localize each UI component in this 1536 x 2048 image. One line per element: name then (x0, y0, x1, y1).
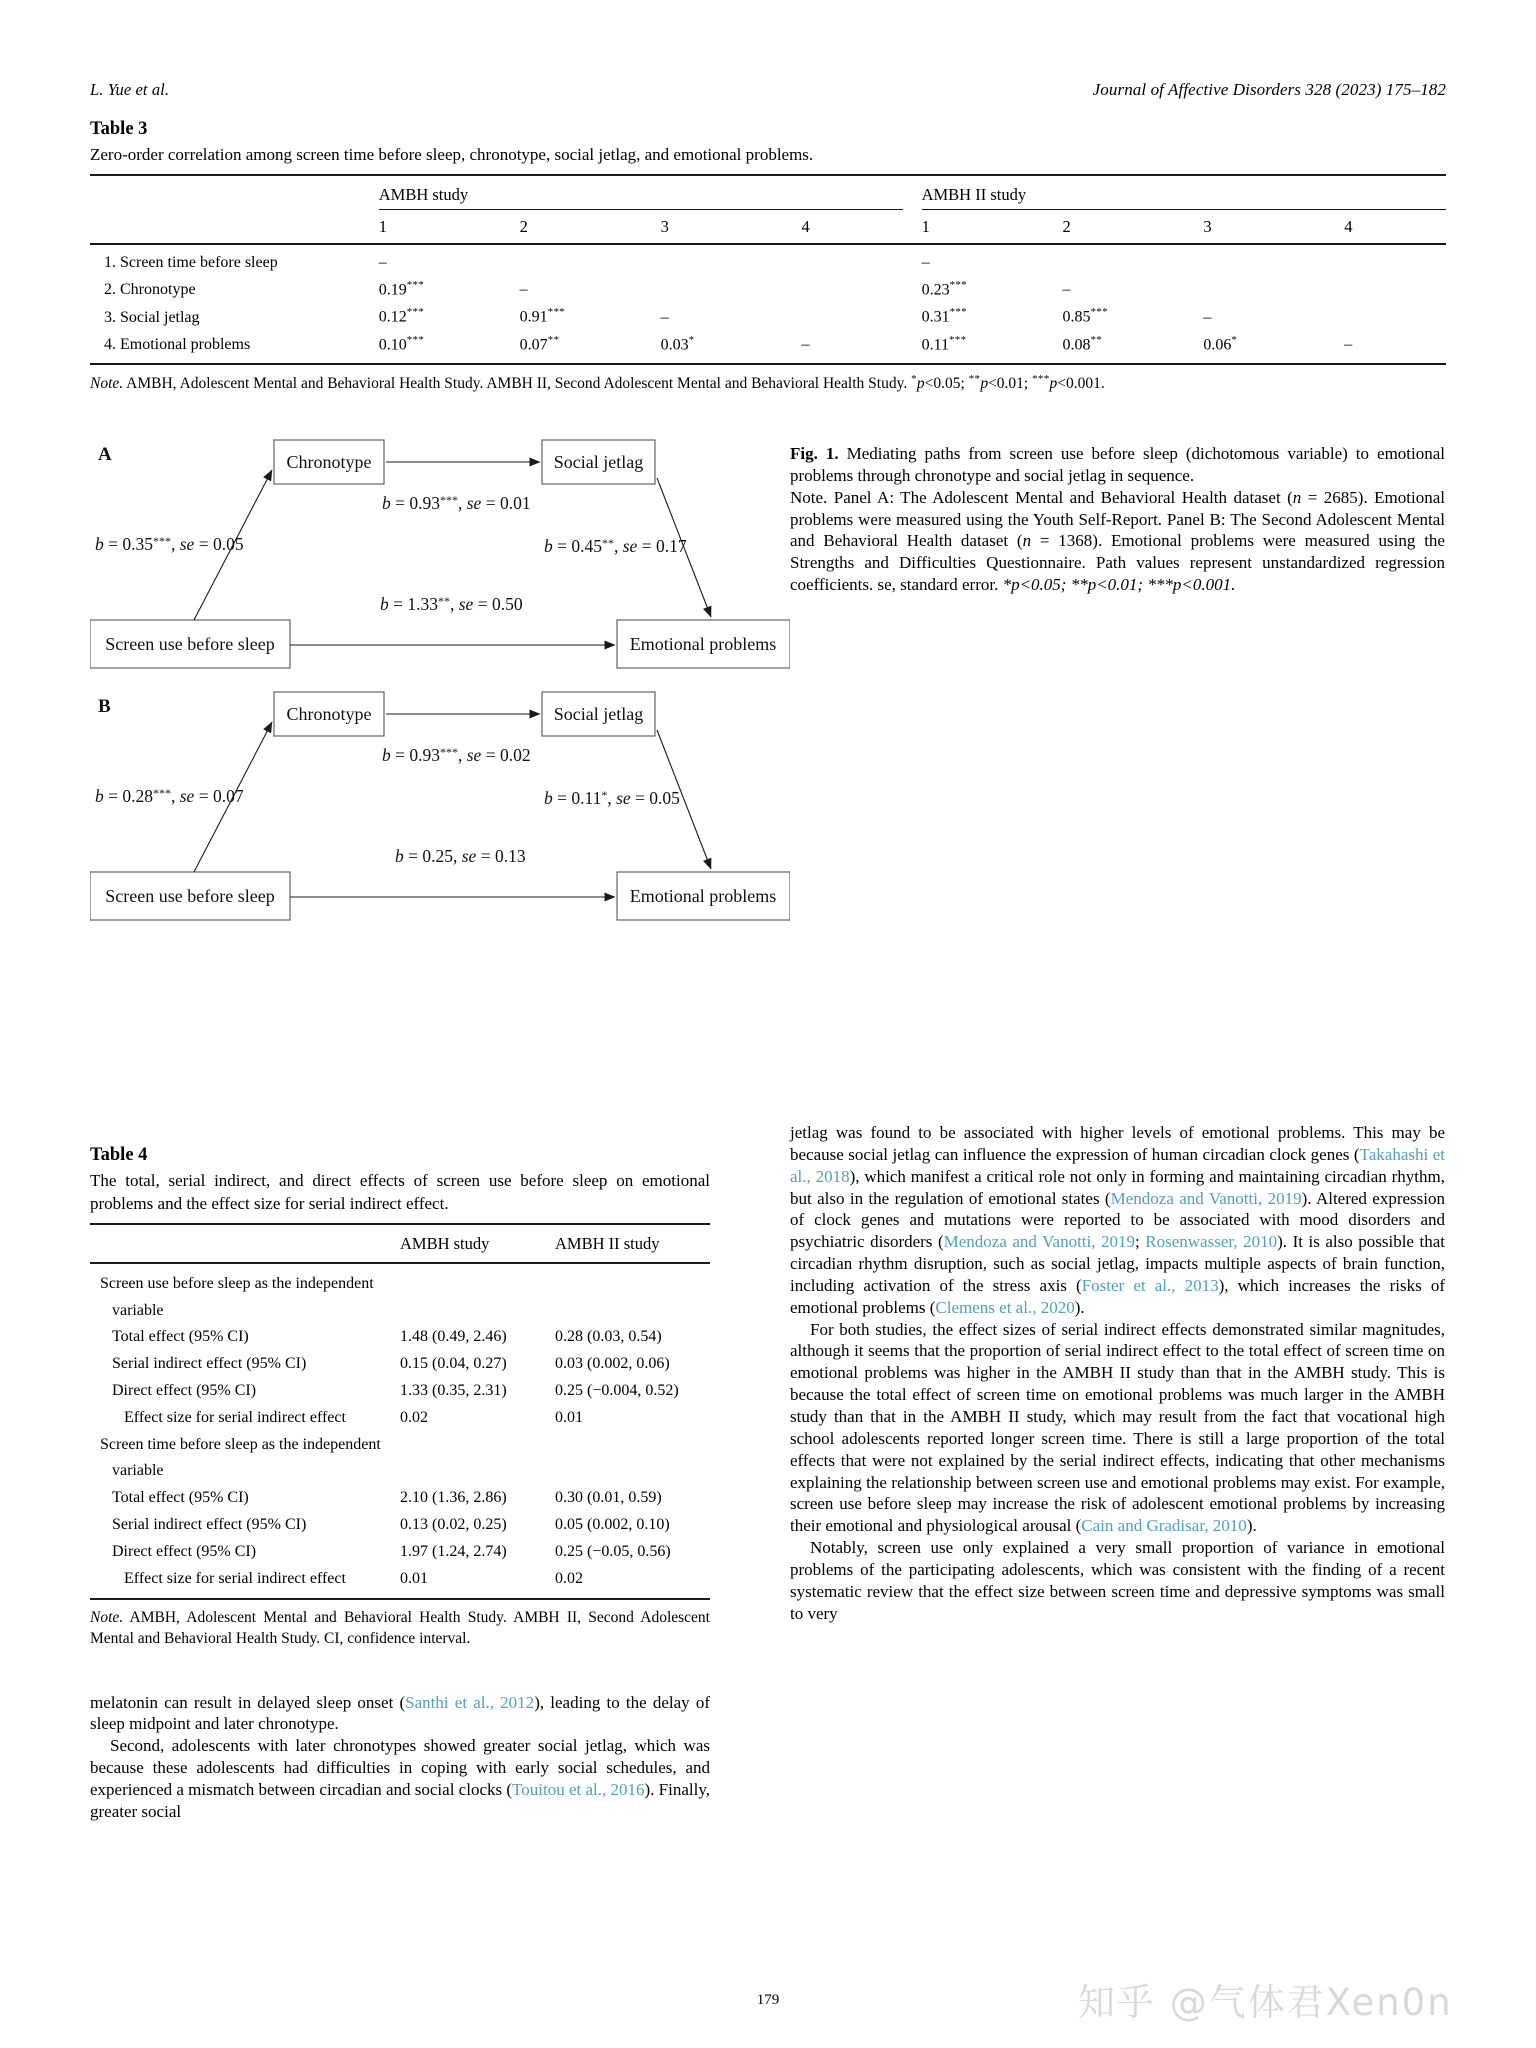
table3-group-spacer (90, 175, 379, 210)
table3-cell-a2: – (519, 281, 528, 299)
table-row (90, 303, 1446, 330)
table3-note (90, 365, 1446, 395)
table-row (90, 1485, 710, 1512)
table3-group-gap (903, 175, 921, 210)
watermark: 知乎 @气体君Xen0n (1078, 1981, 1453, 2024)
table-row (90, 1351, 710, 1378)
table3-cell-b2: 0.85*** (1062, 306, 1108, 326)
table4-row-label: Total effect (95% CI) (112, 1489, 249, 1507)
running-head-authors: L. Yue et al. (90, 80, 170, 99)
table4-row-label: Serial indirect effect (95% CI) (112, 1516, 307, 1534)
table3-group-ambh2: AMBH II study (921, 184, 1027, 204)
table3-cell-b2 (1062, 244, 1203, 276)
table4-cell-ambh (400, 1458, 555, 1485)
svg-text:Chronotype: Chronotype (286, 452, 372, 472)
table4-cell-ambh (400, 1298, 555, 1325)
right-p1-text-a: jetlag was found to be associated with higher levels of emotional problems. This may be because social jetlag can influence the expression of human circadian clock genes ( (790, 1123, 1445, 1164)
table-row (90, 1458, 710, 1485)
table3-row-label: 2. Chronotype (104, 281, 196, 299)
figure1-caption-n1-val: = 2685). Emotional problems were measured using the Youth Self-Report. Panel B: The Second Adolescent Mental and Behavioral Health dataset ( (790, 487, 1445, 551)
left-p2-text-b: ). Finally, greater social (90, 1779, 710, 1821)
table4-note-body: AMBH, Adolescent Mental and Behavioral Health Study. AMBH II, Second Adolescent Mental and Behavioral Health Study. CI, confidence interval. (90, 1609, 710, 1648)
table4 (90, 1223, 710, 1601)
svg-text:Emotional problems: Emotional problems (629, 634, 777, 654)
right-p2-text-b: ). (1246, 1516, 1257, 1536)
table4-row-label: Serial indirect effect (95% CI) (112, 1355, 307, 1373)
table-row (90, 1512, 710, 1539)
right-paragraph-1 (790, 1122, 1445, 1319)
table3-cell-a3: 0.03* (660, 333, 695, 353)
table4-cell-ambh2: 0.28 (0.03, 0.54) (555, 1328, 662, 1346)
table3-cell-gap (903, 244, 921, 276)
table3-group-ambh: AMBH study (378, 184, 469, 204)
right-p1-text-b: ), which manifest a critical role not only in forming and maintaining circadian rhythm, but also in the regulation of emotional states ( (790, 1166, 1445, 1208)
svg-text:B: B (98, 696, 111, 717)
citation-mendoza-vanotti-2019-b[interactable]: Mendoza and Vanotti, 2019 (943, 1232, 1136, 1252)
table4-cell-ambh2 (555, 1263, 710, 1298)
table3-cell-b1: – (921, 253, 930, 271)
table4-cell-ambh: 0.02 (400, 1408, 428, 1426)
table3-cell-b3 (1203, 275, 1344, 302)
table3-cell-gap (903, 330, 921, 364)
table4-cell-ambh2 (555, 1432, 710, 1459)
right-p1-text-d: ; (1135, 1232, 1146, 1252)
table3-cell-b4 (1344, 303, 1446, 330)
table4-cell-ambh2: 0.25 (−0.05, 0.56) (555, 1542, 671, 1560)
right-paragraph-2 (790, 1319, 1445, 1537)
table4-cell-ambh2: 0.01 (555, 1408, 583, 1426)
table3-cell-a3 (661, 275, 802, 302)
table4-colhead-ambh: AMBH study (400, 1233, 490, 1253)
table4-row-label: variable (112, 1301, 164, 1319)
table-row (90, 1566, 710, 1600)
table3-cell-b1: 0.11*** (921, 333, 967, 353)
table-row (90, 244, 1446, 276)
table3-row-label: 1. Screen time before sleep (104, 253, 278, 271)
table4-cell-ambh: 0.13 (0.02, 0.25) (400, 1516, 507, 1534)
svg-text:b = 0.25, se = 0.13: b = 0.25, se = 0.13 (395, 846, 526, 866)
svg-text:b = 0.11*, se = 0.05: b = 0.11*, se = 0.05 (544, 788, 680, 808)
table4-cell-ambh: 1.97 (1.24, 2.74) (400, 1542, 507, 1560)
left-p1-text-a: melatonin can result in delayed sleep onset ( (90, 1692, 406, 1712)
table3-row-label: 3. Social jetlag (104, 308, 200, 326)
table4-row-label: Total effect (95% CI) (112, 1328, 249, 1346)
right-paragraph-3: Notably, screen use only explained a very small proportion of variance in emotional problems of the participating adolescents, which was consistent with the finding of a recent systematic review that the effect size between screen time and depressive symptoms was small to very (790, 1538, 1445, 1623)
table4-cell-ambh2: 0.05 (0.002, 0.10) (555, 1516, 670, 1534)
svg-text:b = 1.33**, se = 0.50: b = 1.33**, se = 0.50 (380, 594, 523, 614)
table4-note-prefix: Note. (90, 1609, 124, 1627)
figure1-caption-significance: *p<0.05; **p<0.01; ***p<0.001. (1002, 575, 1236, 595)
citation-cain-gradisar-2010[interactable]: Cain and Gradisar, 2010 (1081, 1516, 1247, 1536)
table4-row-label: Screen time before sleep as the independent (100, 1435, 381, 1453)
table3-cell-a3: – (660, 308, 669, 326)
table-row (90, 1324, 710, 1351)
table3-block (90, 117, 1446, 395)
svg-text:b = 0.45**, se = 0.17: b = 0.45**, se = 0.17 (544, 536, 687, 556)
svg-text:A: A (98, 444, 112, 465)
table3-cell-a2: 0.07** (519, 333, 560, 353)
table3-label: Table 3 (90, 119, 148, 139)
right-p1-text-f: ), which increases the risks of emotional problems ( (790, 1275, 1445, 1317)
table3-body (90, 244, 1446, 364)
table3-cell-b4 (1344, 244, 1446, 276)
table3-cell-a3 (661, 244, 802, 276)
table3-cell-gap (903, 275, 921, 302)
table3-note-body: AMBH, Adolescent Mental and Behavioral Health Study. AMBH II, Second Adolescent Mental and Behavioral Health Study. (123, 375, 912, 393)
table4-row-label: Direct effect (95% CI) (112, 1382, 257, 1400)
table3-colhead-a4: 4 (801, 216, 810, 236)
left-p2-text-a: Second, adolescents with later chronotypes showed greater social jetlag, which was because these adolescents had difficulties in coping with early social schedules, and experienced a mismatch between circadian and social clocks ( (90, 1736, 710, 1799)
table4-cell-ambh (400, 1263, 555, 1298)
figure1-svg (90, 430, 790, 1070)
figure1-caption-n1-var: n (1292, 487, 1302, 507)
figure1-caption-note-start: Note. Panel A: The Adolescent Mental and Behavioral Health dataset ( (790, 487, 1293, 507)
table3-cell-b1: 0.23*** (921, 278, 967, 299)
figure1-caption (790, 443, 1445, 596)
svg-text:Chronotype: Chronotype (286, 704, 372, 724)
svg-text:Screen use before sleep: Screen use before sleep (105, 886, 275, 906)
table4-row-label: Direct effect (95% CI) (112, 1542, 257, 1560)
svg-text:Social jetlag: Social jetlag (553, 704, 644, 724)
table4-cell-ambh2 (555, 1298, 710, 1325)
table4-cell-ambh2 (555, 1458, 710, 1485)
table3-cell-b3 (1203, 244, 1344, 276)
table4-cell-ambh: 1.33 (0.35, 2.31) (400, 1382, 507, 1400)
table4-cell-ambh: 0.15 (0.04, 0.27) (400, 1355, 507, 1373)
table3 (90, 174, 1446, 365)
citation-foster-2013[interactable]: Foster et al., 2013 (1081, 1275, 1219, 1295)
table4-colhead-ambh2: AMBH II study (555, 1233, 660, 1253)
table3-colhead-b3: 3 (1203, 216, 1212, 236)
table3-cell-a2 (520, 244, 661, 276)
table3-cell-b3: 0.06* (1203, 333, 1238, 353)
table3-cell-a4: – (801, 335, 810, 353)
citation-santhi-2012[interactable]: Santhi et al., 2012 (405, 1692, 535, 1712)
table-row (90, 275, 1446, 302)
right-p2-text: For both studies, the effect sizes of serial indirect effects demonstrated similar magnitudes, although it seems that the proportion of serial indirect effect to the total effect of screen time on emotional problems was higher in the AMBH II study than that in the AMBH study. This is because the total effect of screen time on emotional problems was much larger in the AMBH study than that in the AMBH II study, which may result from the fact that vocational high school adolescents reported longer screen time. There is still a large proportion of the total effects that were not explained by the serial indirect effects, indicating that other mechanisms explaining the relationship between screen use and emotional problems may exist. For example, screen use before sleep may increase the risk of adolescent emotional problems by increasing their emotional and physiological arousal ( (790, 1319, 1445, 1536)
table-row (90, 1405, 710, 1432)
left-p1-text-b: ), leading to the delay of sleep midpoint and later chronotype. (90, 1692, 710, 1734)
svg-text:b = 0.93***, se = 0.01: b = 0.93***, se = 0.01 (382, 493, 531, 513)
table3-colhead-a1: 1 (378, 216, 387, 236)
table4-cell-ambh2: 0.30 (0.01, 0.59) (555, 1489, 662, 1507)
table4-cell-ambh: 2.10 (1.36, 2.86) (400, 1489, 507, 1507)
table3-caption: Zero-order correlation among screen time before sleep, chronotype, social jetlag, and emotional problems. (90, 144, 814, 164)
table3-column-header-row (90, 211, 1446, 244)
table3-cell-a1: – (378, 253, 387, 271)
table4-body (90, 1263, 710, 1600)
table-row (90, 1378, 710, 1405)
svg-text:b = 0.35***, se = 0.05: b = 0.35***, se = 0.05 (95, 534, 244, 554)
table3-colhead-gap (903, 211, 921, 244)
table-row (90, 330, 1446, 364)
figure1-caption-n2-val: = 1368). Emotional problems were measured using the Strengths and Difficulties Questionnaire. Path values represent unstandardized regression coefficients. se, standard error. (790, 531, 1445, 595)
figure1-caption-label: Fig. 1. (790, 444, 839, 463)
table3-cell-a2: 0.91*** (519, 306, 566, 326)
svg-text:Emotional problems: Emotional problems (629, 886, 777, 906)
table3-colhead-b2: 2 (1062, 216, 1071, 236)
table-row (90, 1263, 710, 1298)
svg-text:b = 0.93***, se = 0.02: b = 0.93***, se = 0.02 (382, 745, 531, 765)
table3-cell-b1: 0.31*** (921, 306, 967, 326)
svg-text:Screen use before sleep: Screen use before sleep (105, 634, 275, 654)
citation-rosenwasser-2010[interactable]: Rosenwasser, 2010 (1145, 1232, 1278, 1252)
table3-cell-b3: – (1203, 308, 1212, 326)
table4-row-label: variable (112, 1462, 164, 1480)
table4-colhead-blank (90, 1224, 400, 1263)
table-row (90, 1432, 710, 1459)
table3-colhead-spacer (90, 211, 379, 244)
table3-colhead-a3: 3 (660, 216, 669, 236)
right-column (790, 1122, 1445, 1624)
table4-cell-ambh2: 0.03 (0.002, 0.06) (555, 1355, 670, 1373)
table3-cell-b2: 0.08** (1062, 333, 1103, 353)
right-p1-text-c: ). Altered expression of clock genes and mutations were reported to be associated with mood disorders and psychiatric disorders ( (790, 1188, 1445, 1252)
table3-cell-a4 (801, 244, 903, 276)
table3-colhead-a2: 2 (519, 216, 528, 236)
column-spacer (90, 1650, 710, 1692)
table4-row-label: Effect size for serial indirect effect (124, 1408, 346, 1426)
table4-cell-ambh2: 0.25 (−0.004, 0.52) (555, 1382, 679, 1400)
citation-touitou-2016[interactable]: Touitou et al., 2016 (512, 1779, 645, 1799)
left-column (90, 1143, 710, 1823)
right-p1-text-e: ). It is also possible that circadian rhythm disruption, such as social jetlag, impacts multiple aspects of brain function, including activation of the stress axis ( (790, 1232, 1445, 1295)
left-paragraph-1 (90, 1692, 710, 1736)
table-row (90, 1539, 710, 1566)
table4-row-label: Effect size for serial indirect effect (124, 1569, 346, 1587)
table4-cell-ambh: 1.48 (0.49, 2.46) (400, 1328, 507, 1346)
svg-text:b = 0.28***, se = 0.07: b = 0.28***, se = 0.07 (95, 786, 244, 806)
table-row (90, 1298, 710, 1325)
table3-cell-b4 (1344, 275, 1446, 302)
table4-caption: The total, serial indirect, and direct effects of screen use before sleep on emotional problems and the effect size for serial indirect effect. (90, 1170, 710, 1213)
table3-colhead-b4: 4 (1344, 216, 1353, 236)
table3-cell-a4 (801, 303, 903, 330)
table3-cell-a1: 0.10*** (378, 333, 425, 353)
table3-cell-gap (903, 303, 921, 330)
table4-cell-ambh: 0.01 (400, 1569, 428, 1587)
table4-cell-ambh (400, 1432, 555, 1459)
table3-cell-a1: 0.12*** (378, 306, 425, 326)
running-head (90, 80, 1446, 100)
citation-mendoza-vanotti-2019-a[interactable]: Mendoza and Vanotti, 2019 (1110, 1188, 1302, 1208)
figure1-caption-n2-var: n (1022, 531, 1032, 551)
page-number: 179 (756, 1992, 780, 2008)
table4-label: Table 4 (90, 1145, 148, 1165)
table4-header-row (90, 1224, 710, 1263)
citation-takahashi-2018[interactable]: Takahashi et al., 2018 (790, 1144, 1445, 1186)
svg-text:Social jetlag: Social jetlag (553, 452, 644, 472)
left-paragraph-2 (90, 1735, 710, 1822)
figure1-caption-line1: Mediating paths from screen use before sleep (dichotomous variable) to emotional problems through chronotype and social jetlag in sequence. (790, 444, 1446, 485)
table3-cell-a1: 0.19*** (378, 278, 425, 299)
table4-note (90, 1600, 710, 1649)
table3-note-significance: *p<0.05; **p<0.01; ***p<0.001. (911, 372, 1105, 393)
table3-group-header-row (90, 175, 1446, 210)
citation-clemens-2020[interactable]: Clemens et al., 2020 (935, 1297, 1075, 1317)
running-head-journal: Journal of Affective Disorders 328 (2023) 175–182 (1092, 80, 1446, 99)
right-p1-text-g: ). (1074, 1297, 1085, 1317)
table3-note-prefix: Note. (90, 375, 124, 393)
table3-cell-b2: – (1062, 281, 1071, 299)
table3-row-label: 4. Emotional problems (104, 335, 251, 353)
table3-colhead-b1: 1 (921, 216, 930, 236)
table3-cell-a4 (801, 275, 903, 302)
table3-cell-b4: – (1344, 335, 1353, 353)
table4-cell-ambh2: 0.02 (555, 1569, 583, 1587)
table4-row-label: Screen use before sleep as the independent (100, 1274, 374, 1292)
